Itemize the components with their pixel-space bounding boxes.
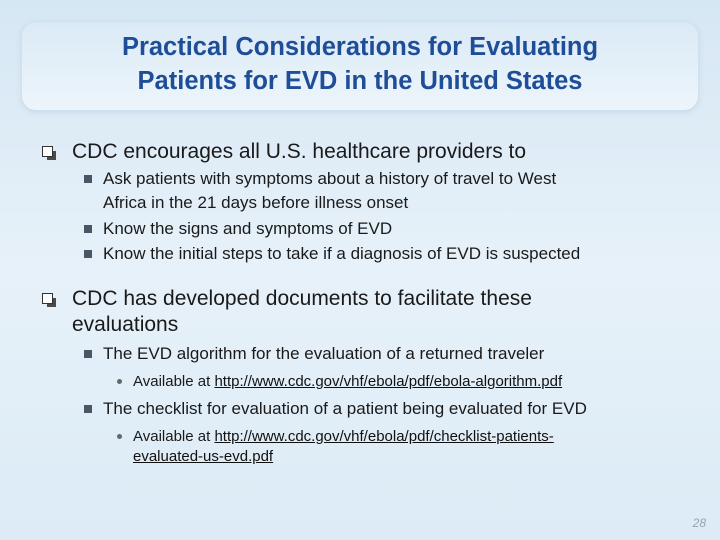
dot-bullet-icon	[117, 379, 122, 384]
sub-bullet-2-2: The checklist for evaluation of a patient being evaluated for EVD	[103, 399, 587, 418]
checklist-link-part1[interactable]: http://www.cdc.gov/vhf/ebola/pdf/checklist-patients-	[214, 428, 554, 445]
title-line-2: Patients for EVD in the United States	[137, 67, 583, 95]
sub-bullet-2-1: The EVD algorithm for the evaluation of a returned traveler	[103, 344, 545, 363]
availability-line-1	[133, 372, 562, 391]
square-bullet-icon	[84, 350, 92, 358]
sub-bullet-1-2: Know the signs and symptoms of EVD	[103, 219, 393, 238]
title-line-1: Practical Considerations for Evaluating	[121, 33, 599, 61]
square-bullet-icon	[84, 405, 92, 413]
sub-bullet-1-1-line1: Ask patients with symptoms about a history of travel to West	[103, 169, 557, 188]
page-number: 28	[692, 516, 706, 530]
square-bullet-icon	[84, 225, 92, 233]
checkbox-bullet-icon	[42, 293, 53, 304]
bullet-2-line1: CDC has developed documents to facilitate these	[72, 287, 532, 310]
square-bullet-icon	[84, 175, 92, 183]
checkbox-bullet-icon	[42, 146, 53, 157]
availability-line-2	[133, 427, 554, 446]
bullet-1-text: CDC encourages all U.S. healthcare providers to	[72, 140, 527, 163]
available-prefix: Available at	[133, 428, 215, 445]
square-bullet-icon	[84, 250, 92, 258]
available-prefix: Available at	[133, 373, 215, 390]
availability-line-2b	[133, 447, 273, 466]
sub-bullet-1-1-line2: Africa in the 21 days before illness onset	[103, 193, 409, 212]
checklist-link-part2[interactable]: evaluated-us-evd.pdf	[133, 448, 274, 465]
algorithm-link[interactable]: http://www.cdc.gov/vhf/ebola/pdf/ebola-algorithm.pdf	[214, 373, 563, 390]
sub-bullet-1-3: Know the initial steps to take if a diagnosis of EVD is suspected	[103, 244, 581, 263]
dot-bullet-icon	[117, 434, 122, 439]
bullet-2-line2: evaluations	[72, 313, 179, 336]
